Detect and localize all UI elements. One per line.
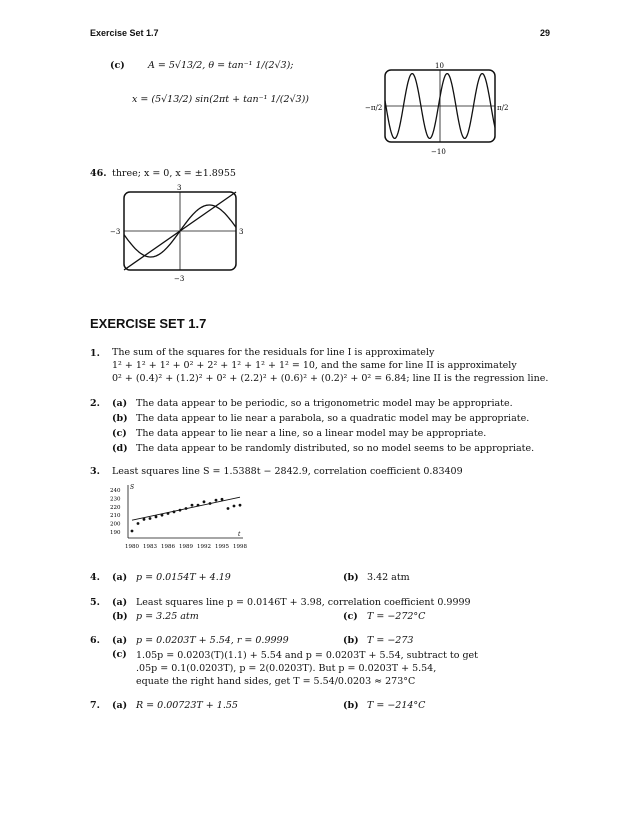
problem-number: 7. (90, 700, 100, 711)
page-number: 29 (540, 28, 551, 38)
part-text: p = 3.25 atm (136, 611, 199, 622)
y-axis-label: S (130, 484, 135, 491)
problem-number: 1. (90, 348, 100, 359)
x-tick-label: 1986 (161, 544, 175, 550)
x-tick-label: 1995 (215, 544, 229, 550)
data-point (131, 530, 134, 533)
part-label: (b) (343, 572, 359, 583)
problem-number: 3. (90, 466, 100, 477)
problem-parts (112, 396, 534, 456)
x-tick-label: 1992 (197, 544, 211, 550)
part-row (112, 441, 534, 456)
x-max-label: 3 (239, 228, 244, 236)
part-label: (a) (112, 572, 128, 583)
part-text: p = 0.0154T + 4.19 (136, 572, 231, 583)
problem-number: 2. (90, 398, 100, 409)
y-tick-label: 210 (110, 513, 121, 520)
problem-text: three; x = 0, x = ±1.8955 (112, 168, 236, 179)
data-point (227, 507, 230, 510)
y-max-label: 3 (177, 184, 182, 192)
part-text: The data appear to lie near a line, so a linear model may be appropriate. (136, 428, 487, 439)
formula-line: x = (5√13/2) sin(2πt + tan⁻¹ 1/(2√3)) (132, 94, 310, 105)
part-label: (a) (112, 700, 128, 711)
data-point (143, 518, 146, 521)
part-text: 3.42 atm (367, 572, 410, 583)
scatter-plot (108, 480, 258, 555)
data-point (161, 514, 164, 517)
text-line: .05p = 0.1(0.0203T), p = 2(0.0203T). But p = 0.0203T + 5.54, (136, 663, 437, 674)
part-label: (d) (112, 443, 128, 454)
part-row (112, 411, 534, 426)
x-min-label: −3 (110, 228, 121, 236)
x-max-label: π/2 (497, 104, 509, 112)
data-point (215, 499, 218, 502)
data-point (155, 515, 158, 518)
part-text: p = 0.0203T + 5.54, r = 0.9999 (136, 635, 289, 646)
data-point (209, 502, 212, 505)
part-text: R = 0.00723T + 1.55 (136, 700, 238, 711)
part-text: The data appear to lie near a parabola, so a quadratic model may be appropriate. (136, 413, 530, 424)
data-point (185, 507, 188, 510)
data-point (167, 512, 170, 515)
y-max-label: 10 (435, 62, 444, 70)
data-point (149, 517, 152, 520)
data-point (137, 522, 140, 525)
part-label: (b) (343, 635, 359, 646)
part-label: (a) (112, 597, 128, 608)
part-label: (c) (110, 60, 125, 71)
x-tick-label: 1983 (143, 544, 157, 550)
text-line: equate the right hand sides, get T = 5.54/0.0203 ≈ 273°C (136, 676, 416, 687)
y-min-label: −10 (431, 148, 446, 156)
y-tick-label: 230 (110, 496, 121, 503)
part-label: (a) (112, 635, 128, 646)
text-line: 1² + 1² + 1² + 0² + 2² + 1² + 1² + 1² = 10, and the same for line II is approximately (112, 360, 517, 371)
problem-text: Least squares line S = 1.5388t − 2842.9, correlation coefficient 0.83409 (112, 466, 463, 477)
problem-number: 6. (90, 635, 100, 646)
data-point (233, 505, 236, 508)
y-tick-label: 240 (110, 488, 121, 495)
y-tick-label: 190 (110, 529, 121, 536)
data-point (197, 504, 200, 507)
part-row (112, 396, 534, 411)
part-text: The data appear to be randomly distributed, so no model seems to be appropriate. (136, 443, 535, 454)
part-label: (c) (112, 649, 127, 660)
x-tick-label: 1980 (125, 544, 139, 550)
part-text: Least squares line p = 0.0146T + 3.98, correlation coefficient 0.9999 (136, 597, 471, 608)
intersection-graph (108, 184, 248, 284)
data-point (173, 510, 176, 513)
data-point (191, 504, 194, 507)
data-point (179, 509, 182, 512)
problem-number: 46. (90, 168, 107, 179)
data-point (203, 500, 206, 503)
problem-number: 4. (90, 572, 100, 583)
part-text: T = −273 (367, 635, 414, 646)
x-tick-label: 1989 (179, 544, 193, 550)
part-label: (c) (112, 428, 127, 439)
x-axis-label: t (238, 531, 241, 538)
y-min-label: −3 (174, 275, 185, 283)
part-label: (c) (343, 611, 358, 622)
part-text: T = −272°C (367, 611, 426, 622)
y-tick-label: 200 (110, 521, 121, 528)
formula-line: A = 5√13/2, θ = tan⁻¹ 1/(2√3); (148, 60, 294, 71)
data-point (239, 504, 242, 507)
part-label: (b) (112, 611, 128, 622)
running-header: Exercise Set 1.7 (90, 28, 159, 38)
y-tick-label: 220 (110, 504, 121, 511)
sine-graph (365, 62, 510, 162)
part-row (112, 426, 534, 441)
problem-number: 5. (90, 597, 100, 608)
part-label: (b) (112, 413, 128, 424)
x-tick-label: 1998 (233, 544, 247, 550)
part-text: The data appear to be periodic, so a trigonometric model may be appropriate. (136, 398, 513, 409)
section-title: EXERCISE SET 1.7 (90, 316, 207, 331)
part-label: (a) (112, 398, 128, 409)
text-line: 1.05p = 0.0203(T)(1.1) + 5.54 and p = 0.0203T + 5.54, subtract to get (136, 650, 478, 661)
part-text: T = −214°C (367, 700, 426, 711)
text-line: 0² + (0.4)² + (1.2)² + 0² + (2.2)² + (0.6)² + (0.2)² + 0² = 6.84; line II is the regression line. (112, 373, 549, 384)
part-text (136, 649, 478, 688)
problem-text (112, 346, 548, 385)
data-point (221, 498, 224, 501)
text-line: The sum of the squares for the residuals for line I is approximately (112, 347, 435, 358)
part-label: (b) (343, 700, 359, 711)
x-min-label: −π/2 (365, 104, 383, 112)
